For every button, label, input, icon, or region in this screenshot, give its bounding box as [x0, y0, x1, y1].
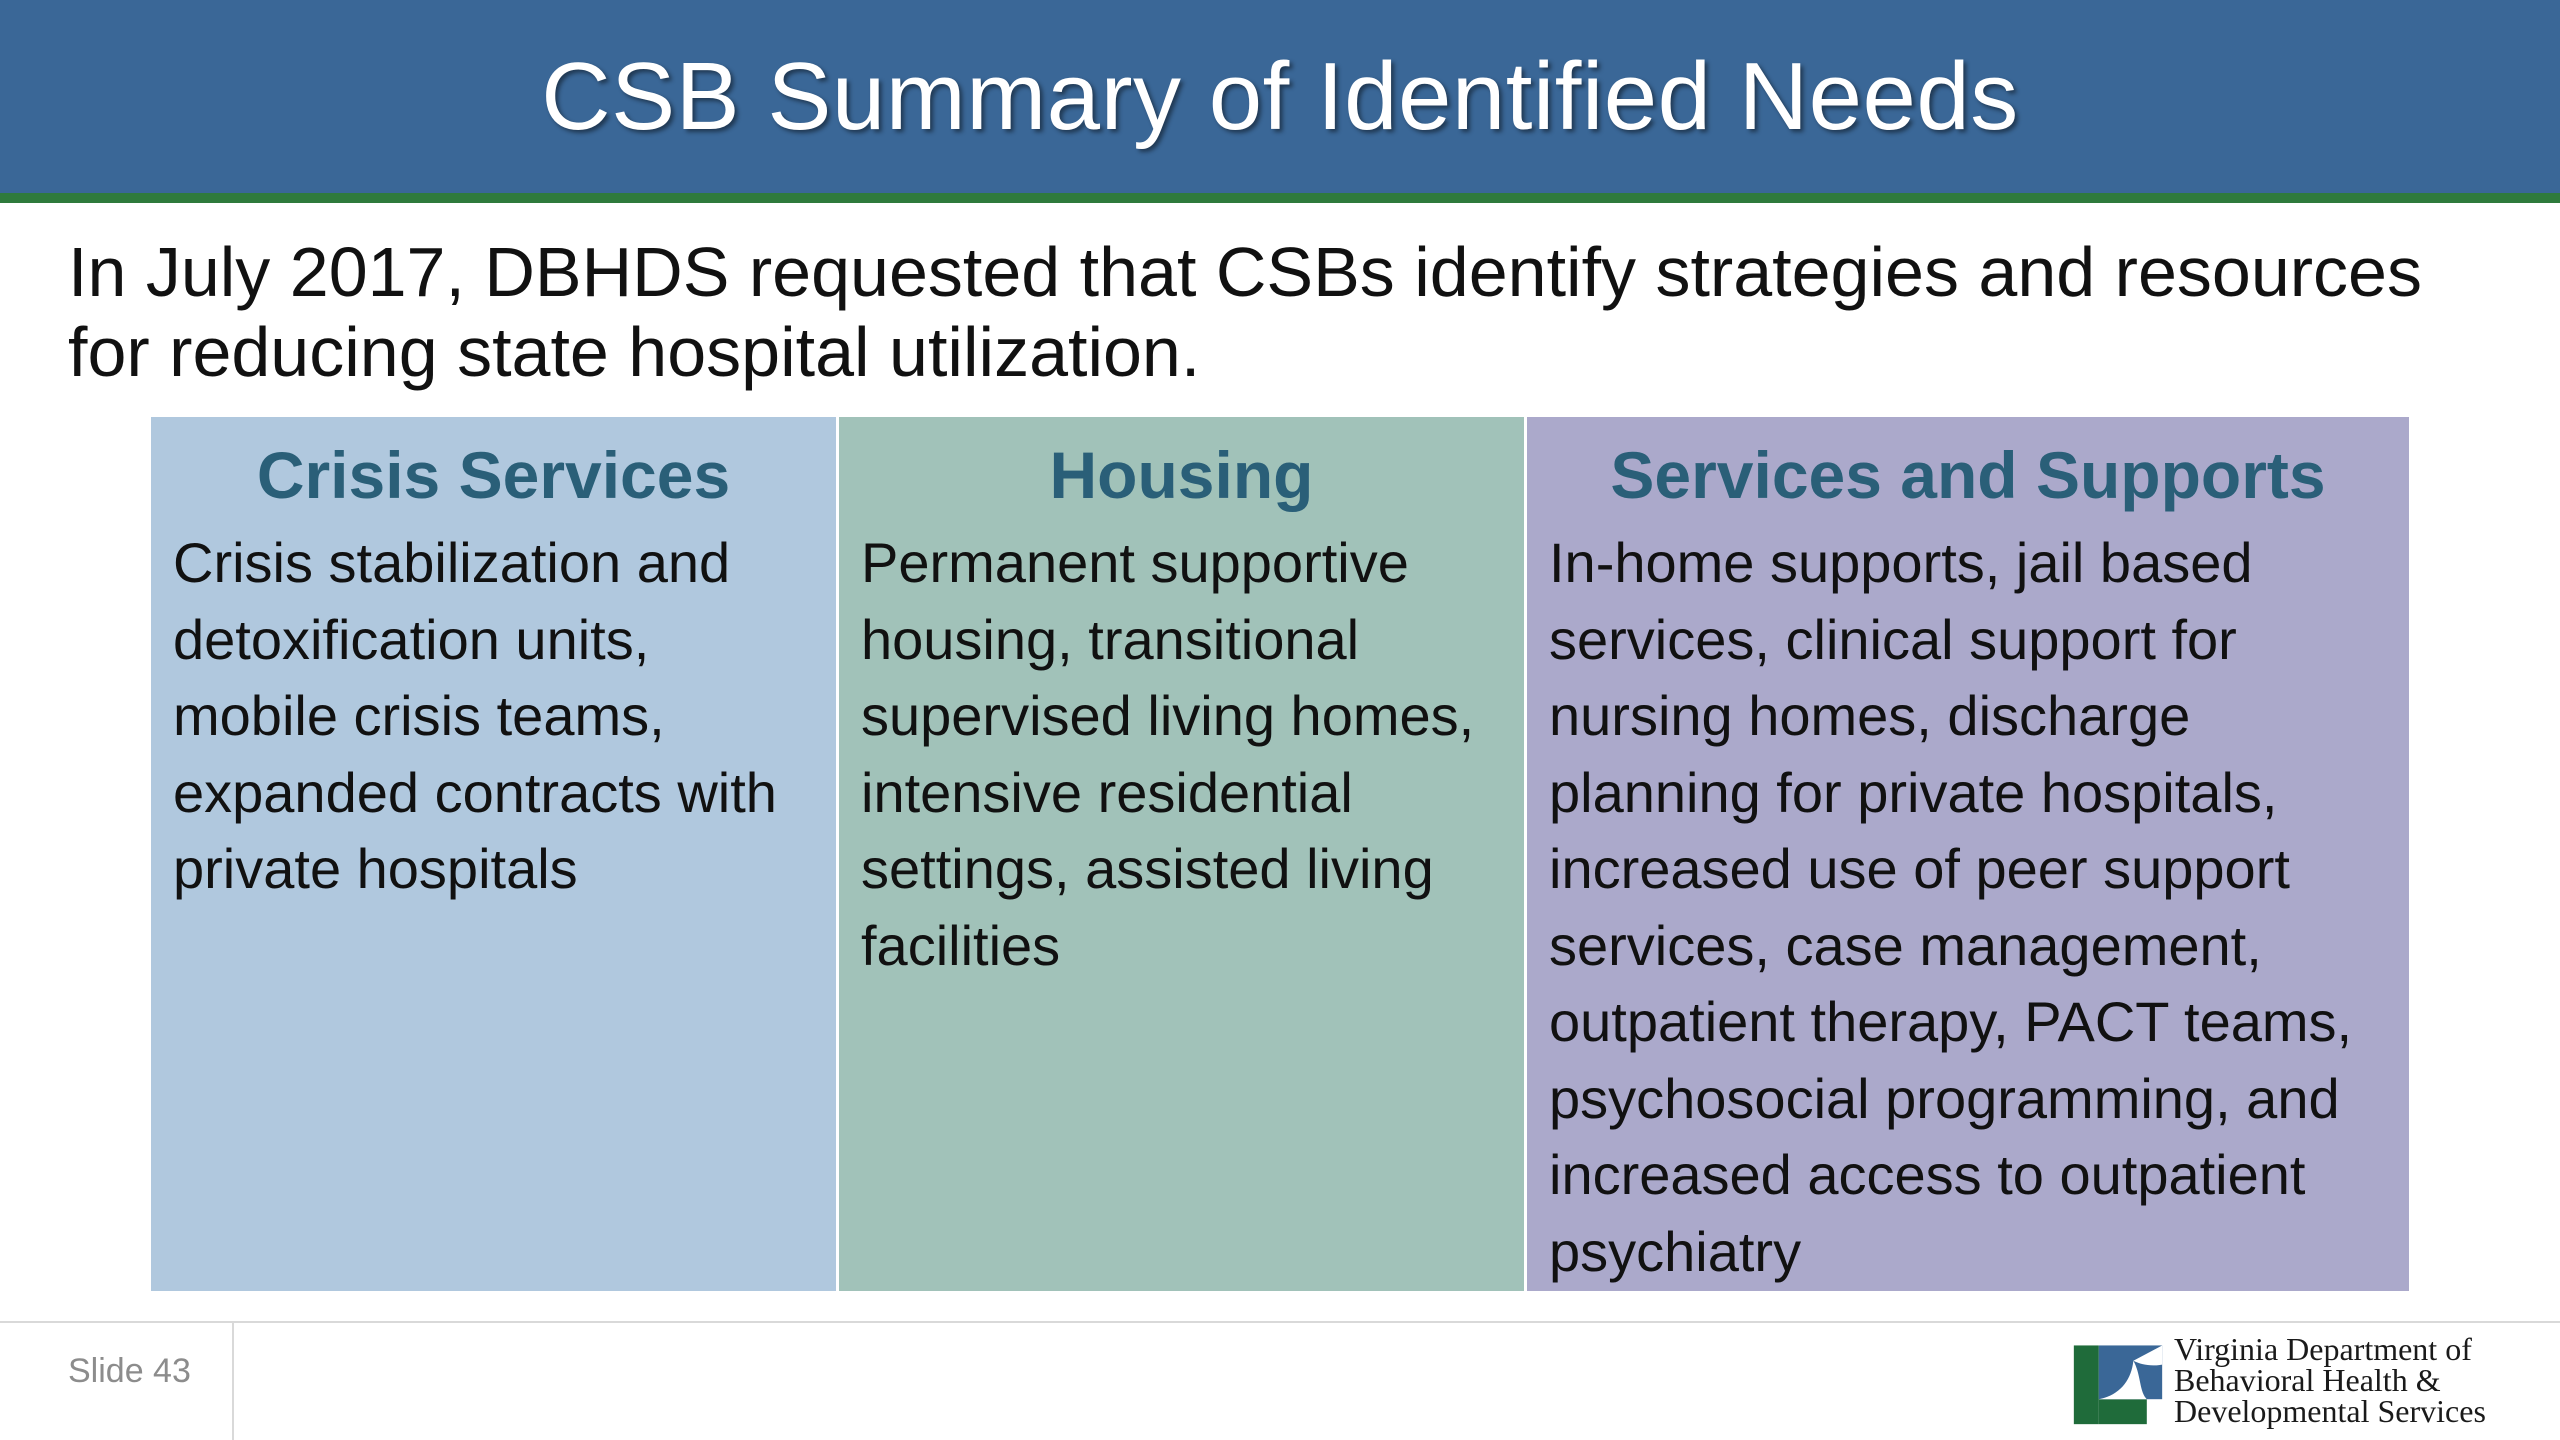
dbhds-logo-text [2174, 1330, 2486, 1429]
footer-divider-line [0, 1321, 2560, 1323]
slide-title: CSB Summary of Identified Needs [541, 42, 2019, 150]
crisis-services-column [151, 417, 836, 1291]
housing-column [836, 417, 1524, 1291]
dbhds-logo [2070, 1324, 2540, 1436]
crisis-services-text: Crisis stabilization and detoxification units, mobile crisis teams, expanded contracts with private hospitals [173, 531, 777, 900]
logo-line-1: Virginia Department of [2174, 1330, 2472, 1367]
title-underline [0, 193, 2560, 203]
services-and-supports-column [1524, 417, 2409, 1291]
title-bar [0, 0, 2560, 193]
housing-text: Permanent supportive housing, transitional supervised living homes, intensive residential settings, assisted living facilities [861, 531, 1475, 977]
intro-text: In July 2017, DBHDS requested that CSBs identify strategies and resources for reducing state hospital utilization. [68, 233, 2422, 391]
slide-number: Slide 43 [68, 1352, 191, 1390]
services-and-supports-heading: Services and Supports [1610, 438, 2326, 512]
services-and-supports-text: In-home supports, jail based services, clinical support for nursing homes, discharge planning for private hospitals, increased use of peer support services, case management, outpatient therapy, PACT teams, psychosocial programming, and increased access to outpatient psychiatry [1549, 531, 2353, 1283]
dbhds-logo-icon [2070, 1332, 2166, 1428]
logo-line-3: Developmental Services [2174, 1392, 2486, 1429]
footer-vertical-divider [232, 1323, 234, 1440]
housing-heading: Housing [1049, 438, 1314, 512]
crisis-services-heading: Crisis Services [256, 438, 731, 512]
needs-columns [151, 417, 2409, 1291]
logo-line-2: Behavioral Health & [2174, 1361, 2441, 1398]
